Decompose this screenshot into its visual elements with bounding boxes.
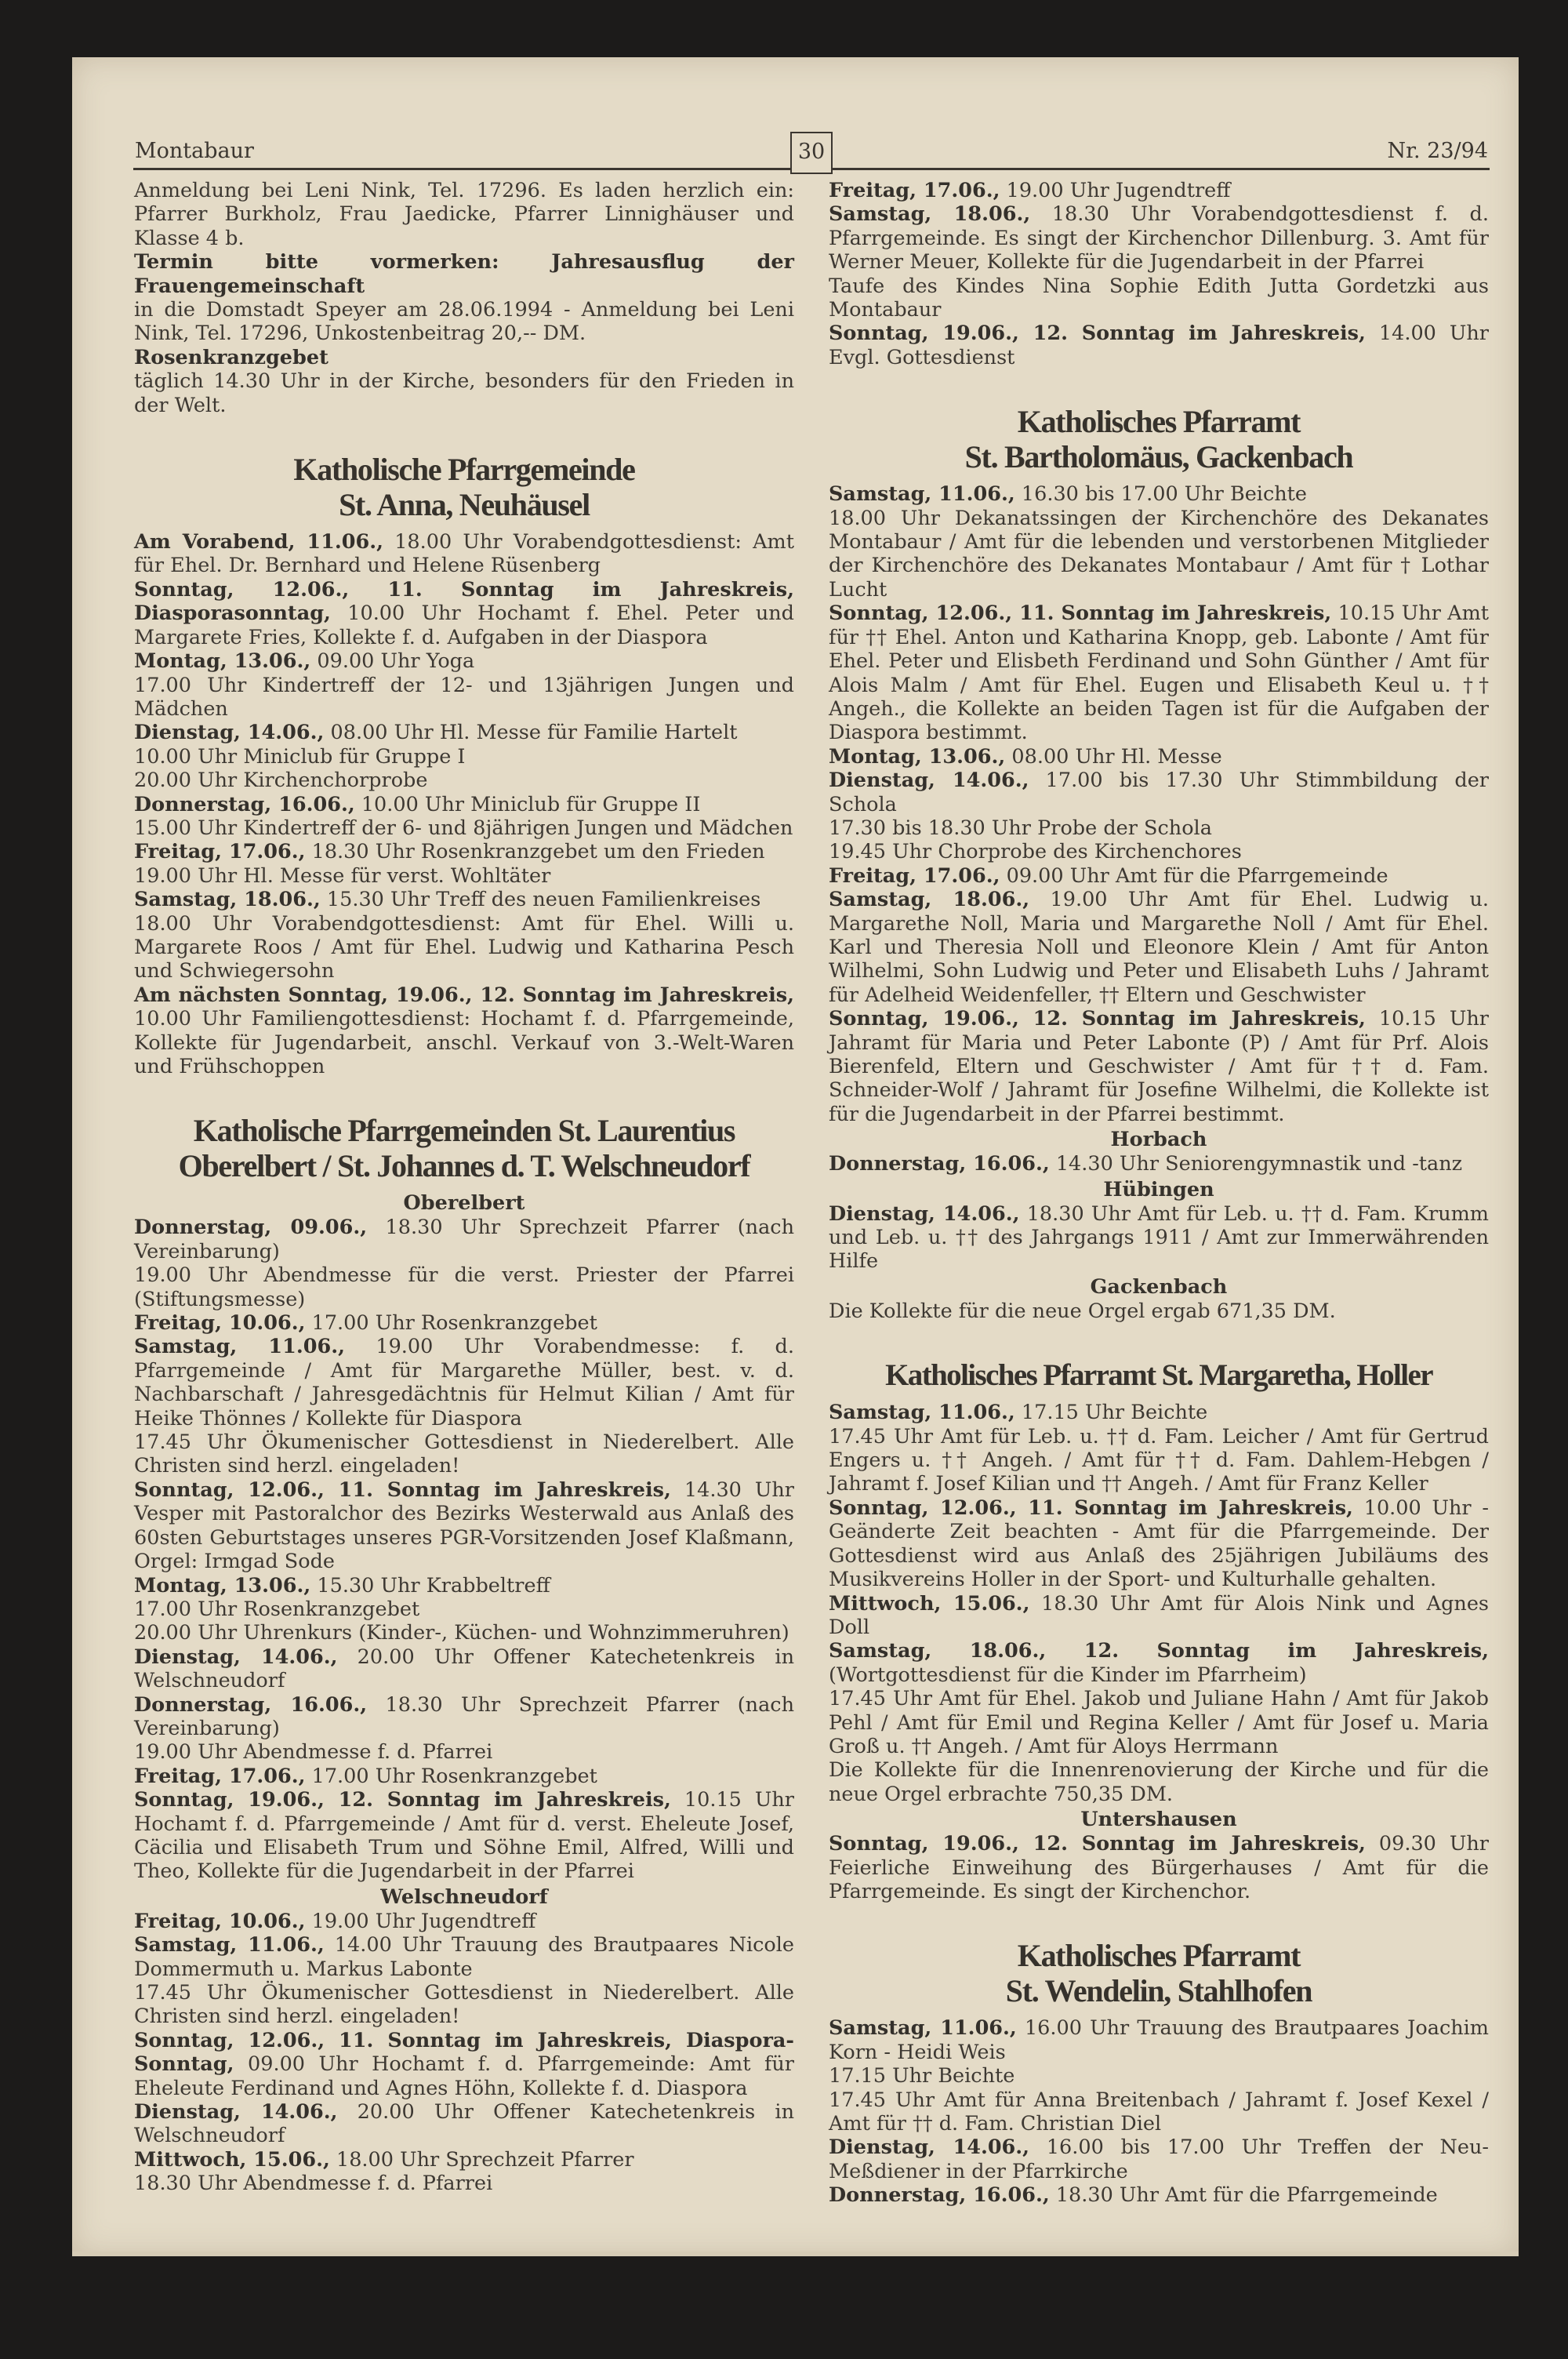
entry-date-label: Donnerstag, 16.06., (134, 1692, 368, 1717)
entry-text: 09.00 Uhr Yoga (310, 649, 475, 674)
entry-text: 19.00 Uhr Hl. Messe für verst. Wohltäter (134, 863, 551, 888)
schedule-entry (134, 1263, 794, 1311)
entry-date-label: Am Vorabend, 11.06., (134, 530, 384, 554)
subsection-heading: Untershausen (1080, 1808, 1237, 1832)
schedule-entry (134, 1311, 794, 1335)
schedule-entry (829, 482, 1489, 506)
section-heading-line: Katholisches Pfarramt St. Margaretha, Holler (885, 1358, 1432, 1393)
entry-text: 17.45 Uhr Amt für Leb. u. †† d. Fam. Leicher / Amt für Gertrud Engers u. †† Angeh. / Amt für †† d. Fam. Dahlem-Hebgen / Jahramt f. Josef Kilian und †† Angeh. / Amt für Franz Keller (829, 1424, 1489, 1496)
schedule-entry (829, 202, 1489, 274)
subsection-heading: Welschneudorf (380, 1885, 548, 1909)
entry-date-label: Donnerstag, 16.06., (134, 792, 355, 816)
entry-text: 10.15 Uhr Hochamt f. d. Pfarrgemeinde / Amt für d. verst. Eheleute Josef, Cäcilia und Elisabeth Trum und Söhne Emil, Alfred, Willi und Theo, Kollekte für die Jugendarbeit in der Pfarrei (134, 1788, 794, 1884)
entry-date-label: Donnerstag, 09.06., (134, 1216, 368, 1240)
entry-date-label: Mittwoch, 15.06., (134, 2147, 330, 2172)
entry-date-label: Freitag, 17.06., (829, 179, 1000, 202)
page-header (133, 132, 1490, 170)
schedule-entry (134, 745, 794, 769)
entry-date-label: Montag, 13.06., (134, 1573, 311, 1598)
entry-date-label: Dienstag, 14.06., (829, 769, 1029, 793)
entry-text: 18.00 Uhr Vorabendgottesdienst: Amt für Ehel. Willi u. Margarete Roos / Amt für Ehel. Ludwig und Katharina Pesch und Schwiegersohn (134, 911, 794, 983)
entry-text: 08.00 Uhr Hl. Messe für Familie Hartelt (324, 721, 738, 745)
entry-text: 17.30 bis 18.30 Uhr Probe der Schola (829, 816, 1212, 840)
issue-number: Nr. 23/94 (1387, 139, 1488, 163)
entry-text: 08.00 Uhr Hl. Messe (1005, 744, 1222, 769)
entry-text: 17.00 Uhr Kindertreff der 12- und 13jährigen Jungen und Mädchen (134, 673, 794, 721)
entry-text: täglich 14.30 Uhr in der Kirche, besonders für den Frieden in der Welt. (134, 369, 794, 417)
schedule-entry (134, 1933, 794, 1981)
entry-date-label: Freitag, 17.06., (829, 863, 1000, 888)
schedule-entry (134, 179, 794, 250)
schedule-entry (134, 1693, 794, 1741)
entry-text: 20.00 Uhr Kirchenchorprobe (134, 769, 428, 793)
schedule-entry (829, 864, 1489, 888)
subsection-heading: Horbach (1110, 1128, 1207, 1152)
schedule-entry (829, 1687, 1489, 1758)
section-heading-line: Katholisches Pfarramt (1017, 1938, 1301, 1974)
entry-date-label: Rosenkranzgebet (134, 345, 328, 369)
schedule-entry (134, 1645, 794, 1693)
entry-text: 15.30 Uhr Krabbeltreff (310, 1573, 550, 1598)
entry-text: 15.00 Uhr Kindertreff der 6- und 8jährigen Jungen und Mädchen (134, 816, 793, 840)
section-heading-line: Oberelbert / St. Johannes d. T. Welschneudorf (178, 1148, 750, 1184)
section-heading-line: Katholisches Pfarramt (1017, 404, 1301, 440)
entry-text: 17.00 Uhr Rosenkranzgebet (305, 1764, 597, 1788)
schedule-entry (829, 602, 1489, 744)
subsection-heading: Gackenbach (1090, 1274, 1228, 1299)
section-heading-line: St. Wendelin, Stahlhofen (1005, 1973, 1312, 2009)
page-number: 30 (790, 132, 833, 174)
entry-date-label: Dienstag, 14.06., (829, 1201, 1020, 1226)
entry-date-label: Sonntag, 19.06., 12. Sonntag im Jahreskreis, (829, 322, 1366, 346)
schedule-entry (134, 912, 794, 983)
schedule-entry (134, 1216, 794, 1263)
entry-text: 18.30 Uhr Rosenkranzgebet um den Frieden (305, 840, 765, 864)
schedule-entry (134, 649, 794, 673)
entry-date-label: Samstag, 11.06., (829, 482, 1015, 507)
schedule-entry (829, 1758, 1489, 1806)
header-town: Montabaur (135, 139, 254, 163)
entry-text: 16.00 Uhr Trauung des Brautpaares Joachim Korn - Heidi Weis (829, 2016, 1489, 2064)
schedule-entry (829, 1592, 1489, 1640)
schedule-entry (134, 578, 794, 649)
entry-text: Anmeldung bei Leni Nink, Tel. 17296. Es laden herzlich ein: Pfarrer Burkholz, Frau Jaedicke, Pfarrer Linnighäuser und Klasse 4 b. (134, 179, 794, 250)
schedule-entry (134, 983, 794, 1079)
entry-text: 20.00 Uhr Offener Katechetenkreis in Welschneudorf (134, 2100, 794, 2148)
entry-date-label: Dienstag, 14.06., (829, 2135, 1030, 2160)
schedule-entry (134, 1574, 794, 1598)
entry-date-label: Samstag, 11.06., (134, 1335, 346, 1359)
entry-date-label: Samstag, 11.06., (829, 1401, 1015, 1425)
entry-text: 10.00 Uhr Miniclub für Gruppe I (134, 744, 466, 769)
schedule-entry (134, 1335, 794, 1430)
entry-text: 17.00 Uhr Rosenkranzgebet (134, 1597, 420, 1621)
schedule-entry (829, 1832, 1489, 1903)
schedule-entry (134, 530, 794, 578)
schedule-entry (829, 1299, 1489, 1323)
schedule-entry (134, 864, 794, 888)
entry-date-label: Samstag, 18.06., (134, 888, 321, 912)
entry-date-label: Samstag, 18.06., (829, 888, 1030, 912)
schedule-entry (829, 507, 1489, 602)
schedule-entry (134, 674, 794, 722)
schedule-entry (134, 1788, 794, 1884)
entry-text: 19.00 Uhr Abendmesse für die verst. Priester der Pfarrei (Stiftungsmesse) (134, 1263, 794, 1311)
entry-text: 16.30 bis 17.00 Uhr Beichte (1014, 482, 1308, 507)
entry-text: 09.00 Uhr Hochamt f. d. Pfarrgemeinde: Amt für Eheleute Ferdinand und Agnes Höhn, Kollekte f. d. Diaspora (134, 2052, 794, 2100)
schedule-entry (134, 2100, 794, 2148)
section-heading (134, 1113, 794, 1183)
entry-date-label: Donnerstag, 16.06., (829, 2183, 1050, 2208)
entry-date-label: Sonntag, 19.06., 12. Sonntag im Jahreskreis, (134, 1788, 671, 1812)
schedule-entry (829, 1401, 1489, 1424)
schedule-entry (829, 2135, 1489, 2183)
entry-text: 17.00 Uhr Rosenkranzgebet (305, 1311, 597, 1336)
schedule-entry (829, 888, 1489, 1007)
schedule-entry (829, 840, 1489, 863)
entry-date-label: Freitag, 17.06., (134, 1764, 306, 1788)
entry-date-label: Sonntag, 12.06., 11. Sonntag im Jahreskreis, (829, 602, 1332, 626)
left-column (134, 179, 794, 2196)
entry-date-label: Montag, 13.06., (829, 744, 1006, 769)
schedule-entry (134, 1598, 794, 1621)
entry-text: 15.30 Uhr Treff des neuen Familienkreises (320, 888, 761, 912)
entry-date-label: Montag, 13.06., (134, 649, 311, 674)
entry-text: Die Kollekte für die neue Orgel ergab 671,35 DM. (829, 1299, 1336, 1323)
entry-text: 10.15 Uhr Amt für †† Ehel. Anton und Katharina Knopp, geb. Labonte / Amt für Ehel. Peter und Elisbeth Ferdinand und Sohn Günther / Amt für Alois Malm / Amt für Ehel. Eugen und Elisabeth Keul u. †† Angeh., die Kollekte an beiden Tagen ist für die Aufgaben der Diaspora bestimmt. (829, 602, 1489, 745)
entry-date-label: Freitag, 10.06., (134, 1311, 306, 1336)
entry-text: 17.45 Uhr Amt für Ehel. Jakob und Juliane Hahn / Amt für Jakob Pehl / Amt für Emil und Regina Keller / Amt für Josef u. Maria Groß u. †† Angeh. / Amt für Aloys Herrmann (829, 1687, 1489, 1758)
schedule-entry (134, 1478, 794, 1574)
schedule-entry (134, 250, 794, 298)
entry-text: 14.00 Uhr Trauung des Brautpaares Nicole Dommermuth u. Markus Labonte (134, 1933, 794, 1981)
schedule-entry (134, 1740, 794, 1764)
entry-text: 16.00 bis 17.00 Uhr Treffen der Neu-Meßdiener in der Pfarrkirche (829, 2135, 1489, 2183)
entry-text: 18.30 Uhr Sprechzeit Pfarrer (nach Vereinbarung) (134, 1216, 794, 1263)
entry-date-label: Freitag, 17.06., (134, 840, 306, 864)
entry-date-label: Sonntag, 12.06., 11. Sonntag im Jahreskreis, Diaspora-Sonntag, (134, 2028, 794, 2077)
schedule-entry (134, 1981, 794, 2029)
schedule-entry (134, 369, 794, 417)
entry-date-label: Sonntag, 12.06., 11. Sonntag im Jahreskreis, (829, 1496, 1353, 1520)
entry-text: 09.30 Uhr Feierliche Einweihung des Bürgerhauses / Amt für die Pfarrgemeinde. Es singt der Kirchenchor. (829, 1832, 1489, 1903)
schedule-entry (829, 179, 1489, 202)
section-heading-line: St. Bartholomäus, Gackenbach (964, 439, 1353, 475)
entry-text: 17.00 bis 17.30 Uhr Stimmbildung der Schola (829, 769, 1489, 816)
entry-text: 17.15 Uhr Beichte (829, 2064, 1015, 2088)
schedule-entry (829, 2088, 1489, 2136)
schedule-entry (829, 1639, 1489, 1687)
schedule-entry (134, 1621, 794, 1645)
schedule-entry (829, 1152, 1489, 1176)
schedule-entry (829, 322, 1489, 369)
entry-date-label: Sonntag, 12.06., 11. Sonntag im Jahreskreis, (134, 1478, 671, 1502)
section-heading-line: Katholische Pfarrgemeinde (293, 452, 635, 488)
schedule-entry (134, 1430, 794, 1478)
entry-text: 19.00 Uhr Amt für Ehel. Ludwig u. Margarethe Noll, Maria und Margarethe Noll / Amt für Ehel. Karl und Theresia Noll und Eleonore Klein / Amt für Anton Wilhelmi, Sohn Ludwig und Peter und Elisabeth Luhs / Jahramt für Adelheid Weidenfeller, †† Eltern und Geschwister (829, 888, 1489, 1007)
entry-text: 14.30 Uhr Vesper mit Pastoralchor des Bezirks Westerwald aus Anlaß des 60sten Geburtstages unseres PGR-Vorsitzenden Josef Klaßmann, Orgel: Irmgad Sode (134, 1478, 794, 1574)
schedule-entry (134, 888, 794, 911)
schedule-entry (134, 346, 794, 369)
entry-date-label: Freitag, 10.06., (134, 1909, 306, 1933)
schedule-entry (134, 2148, 794, 2172)
schedule-entry (134, 769, 794, 792)
schedule-entry (134, 793, 794, 816)
schedule-entry (134, 298, 794, 346)
entry-text: 09.00 Uhr Amt für die Pfarrgemeinde (1000, 863, 1388, 888)
entry-text: 20.00 Uhr Offener Katechetenkreis in Welschneudorf (134, 1645, 794, 1693)
entry-date-label: Samstag, 11.06., (134, 1933, 325, 1957)
schedule-entry (829, 2183, 1489, 2207)
entry-text: 14.00 Uhr Evgl. Gottesdienst (829, 322, 1489, 369)
entry-date-label: Dienstag, 14.06., (134, 721, 325, 745)
section-heading (829, 1938, 1489, 2008)
entry-text: 19.00 Uhr Vorabendmesse: f. d. Pfarrgemeinde / Amt für Margarethe Müller, best. v. d. Nachbarschaft / Jahresgedächtnis für Helmut Kilian / Amt für Heike Thönnes / Kollekte für Diaspora (134, 1335, 794, 1430)
entry-date-label: Mittwoch, 15.06., (829, 1591, 1030, 1616)
entry-text: (Wortgottesdienst für die Kinder im Pfarrheim) (829, 1663, 1307, 1687)
entry-text: 19.45 Uhr Chorprobe des Kirchenchores (829, 840, 1242, 864)
schedule-entry (829, 1425, 1489, 1496)
entry-date-label: Sonntag, 19.06., 12. Sonntag im Jahreskreis, (829, 1007, 1366, 1031)
schedule-entry (829, 274, 1489, 322)
entry-date-label: Samstag, 11.06., (829, 2016, 1017, 2041)
entry-text: 18.30 Uhr Amt für Alois Nink und Agnes Doll (829, 1591, 1489, 1639)
schedule-entry (829, 1202, 1489, 1274)
entry-text: 18.30 Uhr Abendmesse f. d. Pfarrei (134, 2172, 493, 2196)
section-heading-line: St. Anna, Neuhäusel (339, 487, 590, 523)
schedule-entry (134, 816, 794, 840)
entry-date-label: Sonntag, 12.06., 11. Sonntag im Jahreskreis, Diasporasonntag, (134, 577, 794, 626)
schedule-entry (134, 2029, 794, 2100)
entry-text: 10.00 Uhr Hochamt f. Ehel. Peter und Margarete Fries, Kollekte f. d. Aufgaben in der Diaspora (134, 602, 794, 649)
entry-text: 10.15 Uhr Jahramt für Maria und Peter Labonte (P) / Amt für Prf. Alois Bierenfeld, Eltern und Geschwister / Amt für †† d. Fam. Schneider-Wolf / Jahramt für Josefine Wilhelmi, die Kollekte ist für die Jugendarbeit in der Pfarrei bestimmt. (829, 1007, 1489, 1126)
entry-text: 18.00 Uhr Vorabendgottesdienst: Amt für Ehel. Dr. Bernhard und Helene Rüsenberg (134, 530, 794, 578)
schedule-entry (829, 816, 1489, 840)
entry-text: 17.15 Uhr Beichte (1014, 1401, 1208, 1425)
entry-text: 10.00 Uhr - Geänderte Zeit beachten - Amt für die Pfarrgemeinde. Der Gottesdienst wird aus Anlaß des 25jährigen Jubiläums des Musikvereins Holler in der Sport- und Kulturhalle gehalten. (829, 1496, 1489, 1592)
section-heading-line: Katholische Pfarrgemeinden St. Laurentius (193, 1113, 735, 1149)
entry-text: 18.00 Uhr Sprechzeit Pfarrer (329, 2147, 634, 2172)
entry-text: 18.30 Uhr Amt für die Pfarrgemeinde (1049, 2183, 1438, 2208)
schedule-entry (829, 2016, 1489, 2064)
entry-text: 18.30 Uhr Vorabendgottesdienst f. d. Pfarrgemeinde. Es singt der Kirchenchor Dillenburg. 3. Amt für Werner Meuer, Kollekte für die Jugendarbeit in der Pfarrei (829, 202, 1489, 274)
entry-text: Taufe des Kindes Nina Sophie Edith Jutta Gordetzki aus Montabaur (829, 274, 1489, 322)
entry-text: Die Kollekte für die Innenrenovierung der Kirche und für die neue Orgel erbrachte 750,35 DM. (829, 1758, 1489, 1806)
right-column (829, 179, 1489, 2208)
entry-text: 10.00 Uhr Miniclub für Gruppe II (354, 792, 701, 816)
entry-text: 18.30 Uhr Sprechzeit Pfarrer (nach Vereinbarung) (134, 1692, 794, 1740)
schedule-entry (829, 745, 1489, 769)
entry-text: 19.00 Uhr Jugendtreff (1000, 179, 1231, 202)
entry-text: 10.00 Uhr Familiengottesdienst: Hochamt f. d. Pfarrgemeinde, Kollekte für Jugendarbeit, anschl. Verkauf von 3.-Welt-Waren und Frühschoppen (134, 1007, 794, 1078)
entry-date-label: Dienstag, 14.06., (134, 2100, 338, 2125)
entry-date-label: Dienstag, 14.06., (134, 1645, 338, 1669)
entry-text: 20.00 Uhr Uhrenkurs (Kinder-, Küchen- und Wohnzimmeruhren) (134, 1621, 789, 1645)
schedule-entry (134, 2172, 794, 2195)
section-heading (829, 1358, 1489, 1393)
schedule-entry (134, 840, 794, 863)
entry-text: 18.30 Uhr Amt für Leb. u. †† d. Fam. Krumm und Leb. u. †† des Jahrgangs 1911 / Amt zur Immerwährenden Hilfe (829, 1201, 1489, 1274)
schedule-entry (134, 1765, 794, 1788)
entry-text: 17.45 Uhr Ökumenischer Gottesdienst in Niederelbert. Alle Christen sind herzl. eingeladen! (134, 1430, 794, 1478)
entry-text: 17.45 Uhr Ökumenischer Gottesdienst in Niederelbert. Alle Christen sind herzl. eingeladen! (134, 1981, 794, 2029)
section-heading (829, 404, 1489, 474)
entry-text: 18.00 Uhr Dekanatssingen der Kirchenchöre des Dekanates Montabaur / Amt für die lebenden und verstorbenen Mitglieder der Kirchenchöre des Dekanates Montabaur / Amt für † Lothar Lucht (829, 506, 1489, 602)
section-heading (134, 452, 794, 522)
entry-text: 14.30 Uhr Seniorengymnastik und -tanz (1049, 1152, 1463, 1176)
entry-date-label: Donnerstag, 16.06., (829, 1152, 1050, 1176)
entry-text: 19.00 Uhr Jugendtreff (305, 1909, 536, 1933)
entry-text: in die Domstadt Speyer am 28.06.1994 - Anmeldung bei Leni Nink, Tel. 17296, Unkostenbeitrag 20,-- DM. (134, 298, 794, 346)
entry-date-label: Am nächsten Sonntag, 19.06., 12. Sonntag im Jahreskreis, (134, 983, 794, 1007)
subsection-heading: Hübingen (1103, 1177, 1214, 1201)
schedule-entry (829, 769, 1489, 816)
entry-date-label: Sonntag, 19.06., 12. Sonntag im Jahreskreis, (829, 1832, 1366, 1856)
entry-text: 19.00 Uhr Abendmesse f. d. Pfarrei (134, 1740, 493, 1765)
schedule-entry (829, 1496, 1489, 1592)
entry-text: 17.45 Uhr Amt für Anna Breitenbach / Jahramt f. Josef Kexel / Amt für †† d. Fam. Christian Diel (829, 2088, 1489, 2135)
entry-date-label: Termin bitte vormerken: Jahresausflug der Frauengemeinschaft (134, 250, 794, 298)
schedule-entry (829, 2064, 1489, 2088)
subsection-heading: Oberelbert (403, 1191, 525, 1216)
schedule-entry (134, 1910, 794, 1933)
schedule-entry (829, 1007, 1489, 1126)
schedule-entry (134, 721, 794, 744)
entry-date-label: Samstag, 18.06., (829, 202, 1031, 227)
entry-date-label: Samstag, 18.06., 12. Sonntag im Jahreskreis, (829, 1639, 1489, 1663)
